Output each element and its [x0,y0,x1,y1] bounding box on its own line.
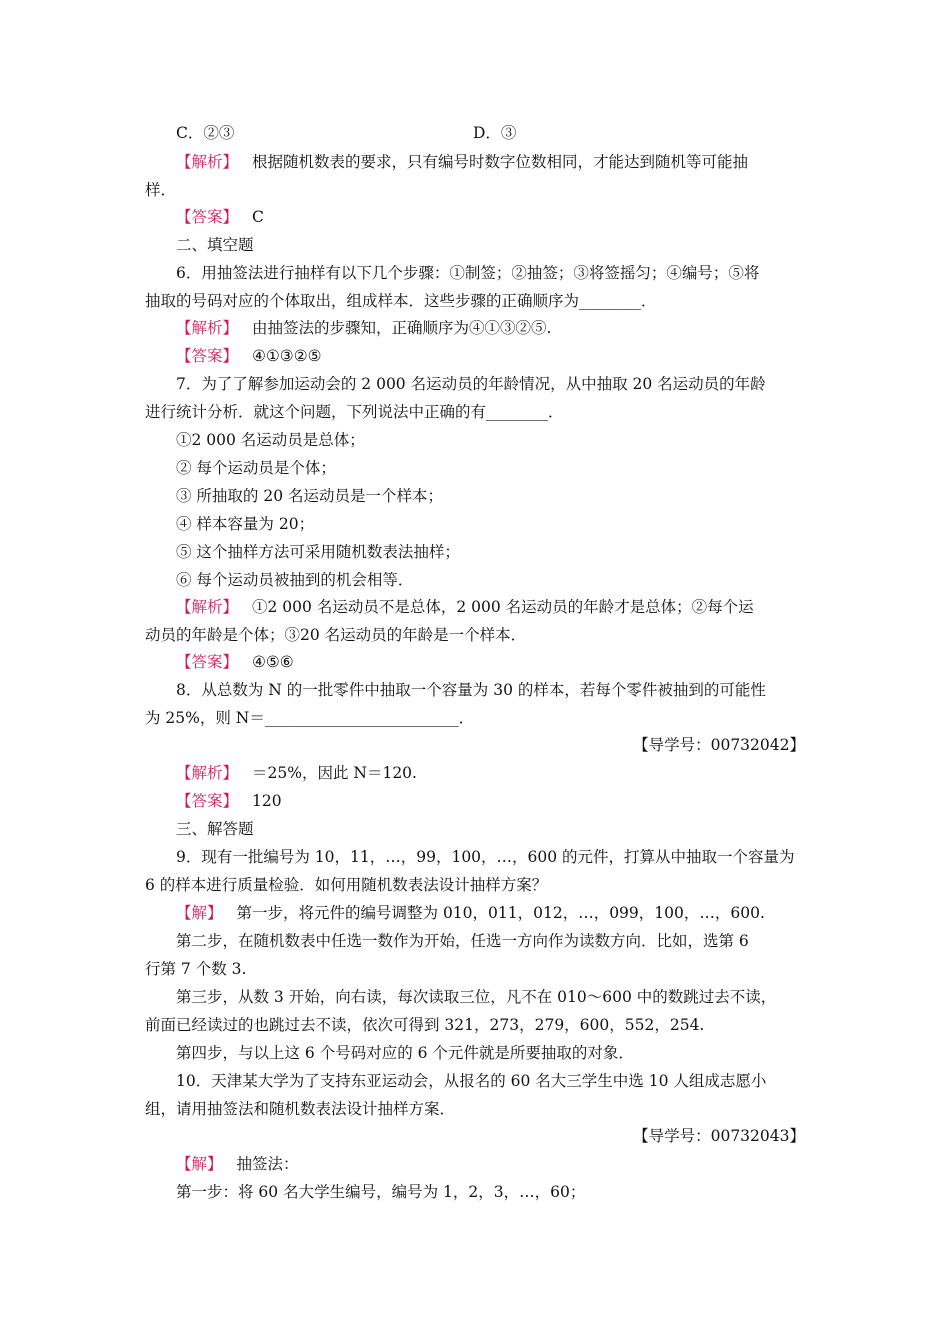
text-line: 行第 7 个数 3. [145,960,247,978]
answer-tag: 【答案】 [176,208,239,226]
statement-5: ⑤ 这个抽样方法可采用随机数表法抽样； [176,543,460,561]
answer-7 [176,652,841,672]
statement-3: ③ 所抽取的 20 名运动员是一个样本； [176,487,444,505]
text-line: 为 25%，则 N＝_________________________． [145,709,475,727]
analysis-text: 根据随机数表的要求，只有编号时数字位数相同，才能达到随机等可能抽 [252,153,749,171]
guide-number: 【导学号：00732042】 [633,736,805,754]
answer-tag: 【答案】 [176,792,239,810]
analysis-tag: 【解析】 [176,153,239,171]
question-7: 7．为了了解参加运动会的 2 000 名运动员的年龄情况，从中抽取 20 名运动员的年龄 [176,375,766,393]
answer-5 [176,207,841,227]
option-d: D．③ [473,124,517,142]
solution-tag: 【解】 [176,904,223,922]
analysis-text: 由抽签法的步骤知，正确顺序为④①③②⑤. [252,319,552,337]
text-line: 第三步，从数 3 开始，向右读，每次读取三位，凡不在 010～600 中的数跳过去不读， [176,988,777,1006]
answer-8 [176,791,841,811]
answer-6 [176,346,841,366]
question-6: 6．用抽签法进行抽样有以下几个步骤：①制签；②抽签；③将签摇匀；④编号；⑤将 [176,264,760,282]
text-line: 前面已经读过的也跳过去不读，依次可得到 321，273，279，600，552，254. [145,1016,705,1034]
statement-1: ①2 000 名运动员是总体； [176,431,365,449]
section-heading-solve: 三、解答题 [176,820,254,838]
statement-6: ⑥ 每个运动员被抽到的机会相等． [176,571,414,589]
answer-text: ④①③②⑤ [252,347,322,365]
text-line: 进行统计分析．就这个问题，下列说法中正确的有________． [145,403,564,421]
text-line: 抽取的号码对应的个体取出，组成样本．这些步骤的正确顺序为________． [145,292,657,310]
analysis-tag: 【解析】 [176,598,239,616]
text-line: 6 的样本进行质量检验．如何用随机数表法设计抽样方案？ [145,876,548,894]
answer-tag: 【答案】 [176,347,239,365]
question-8: 8．从总数为 N 的一批零件中抽取一个容量为 30 的样本，若每个零件被抽到的可能性 [176,681,766,699]
text-line: 第二步，在随机数表中任选一数作为开始，任选一方向作为读数方向．比如，选第 6 [176,932,749,950]
solution-text: 抽签法： [236,1155,299,1173]
answer-text: ④⑤⑥ [252,653,294,671]
answer-tag: 【答案】 [176,653,239,671]
text-line: 第四步，与以上这 6 个号码对应的 6 个元件就是所要抽取的对象． [176,1044,634,1062]
analysis-tag: 【解析】 [176,319,239,337]
question-9: 9．现有一批编号为 10，11，…，99，100，…，600 的元件，打算从中抽取一个容量为 [176,848,795,866]
solution-text: 第一步，将元件的编号调整为 010，011，012，…，099，100，…，600. [236,904,765,922]
analysis-text: ①2 000 名运动员不是总体，2 000 名运动员的年龄才是总体；②每个运 [252,598,754,616]
analysis-6 [176,318,841,338]
text-line: 动员的年龄是个体；③20 名运动员的年龄是一个样本． [145,626,527,644]
text-line: 样． [145,181,177,199]
answer-text: C [252,208,264,226]
option-c: C．②③ [176,124,235,142]
option-row [176,123,841,143]
statement-2: ② 每个运动员是个体； [176,459,336,477]
text-line: 第一步：将 60 名大学生编号，编号为 1，2，3，…，60； [176,1183,586,1201]
analysis-8 [176,763,841,783]
solution-9 [176,903,841,923]
analysis-7 [176,597,841,617]
answer-text: 120 [252,792,282,810]
question-10: 10．天津某大学为了支持东亚运动会，从报名的 60 名大三学生中选 10 人组成志愿小 [176,1072,767,1090]
solution-10 [176,1154,841,1174]
analysis-tag: 【解析】 [176,764,239,782]
guide-number: 【导学号：00732043】 [633,1127,805,1145]
statement-4: ④ 样本容量为 20； [176,515,315,533]
analysis-5 [176,152,841,172]
analysis-text: ＝25%，因此 N＝120. [252,764,417,782]
text-line: 组，请用抽签法和随机数表法设计抽样方案． [145,1100,456,1118]
solution-tag: 【解】 [176,1155,223,1173]
section-heading-fill: 二、填空题 [176,236,254,254]
